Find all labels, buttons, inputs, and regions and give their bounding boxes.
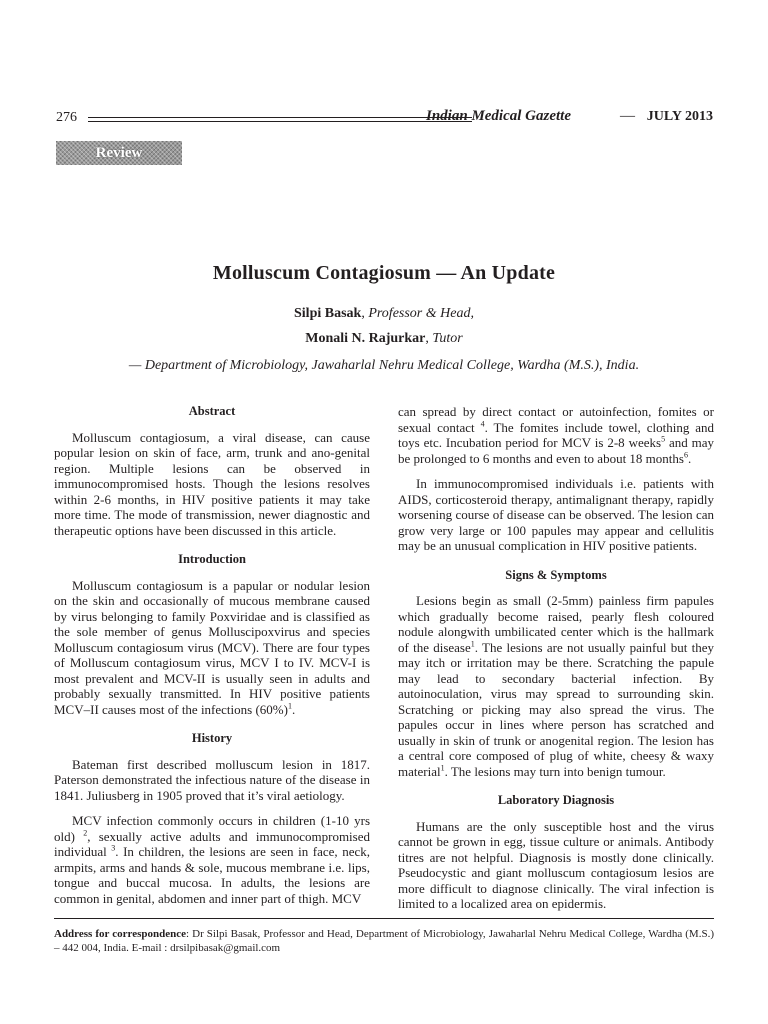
reference-mark: 5 [661, 434, 666, 444]
reference-mark: 6 [683, 450, 688, 460]
intro-body: Molluscum contagiosum is a papular or nodular lesion on the skin and occasionally of mucous membrane caused by virus belonging to family Poxviridae and is classified as the sole member of genus Molluscipoxvirus and species Molluscum contagiosum virus (MCV). There are four types of Molluscum contagiosum virus, MCV I to IV. MCV-I is most prevalent and MCV-II is usually seen in adults and probably sexually transmitted. In HIV positive patients MCV–II causes most of the infections (60%) [54, 577, 370, 717]
author-1: Silpi Basak, Professor & Head, [294, 306, 474, 321]
header-rules [88, 117, 472, 125]
author-2: Monali N. Rajurkar, Tutor [305, 331, 463, 346]
introduction-text [54, 578, 370, 718]
history-text: Bateman first described molluscum lesion in 1817. Paterson demonstrated the infectious nature of the disease in 1841. Juliusberg in 1905 proved that it’s viral aetiology. [54, 756, 370, 803]
signs-part-c: . The lesions may turn into benign tumour. [444, 763, 666, 779]
transmission-text [398, 404, 714, 466]
author-name: Silpi Basak [294, 306, 362, 321]
cont-part-a: can spread by direct contact or autoinfection, fomites or sexual contact [398, 404, 714, 435]
article-title: Molluscum Contagiosum — An Update [212, 262, 556, 284]
abstract-text: Molluscum contagiosum, a viral disease, can cause popular lesion on skin of face, arm, trunk and ano-genital region. Multiple lesions can be observed in immunocompromised hosts. Though the lesions resolves within 2-6 months, in HIV positive patients it may take more time. The mode of transmission, newer diagnostic and therapeutic options have been discussed in this article. [54, 429, 370, 538]
signs-heading: Signs & Symptoms [505, 567, 607, 582]
cont-part-c: and may be prolonged to 6 months and even to about 18 months [398, 435, 715, 466]
signs-part-a: Lesions begin as small (2-5mm) painless firm papules which gradually become raised, pearly flesh coloured nodule alongwith umbilicated center which is the hallmark of the disease [398, 593, 714, 655]
reference-mark: 1 [470, 639, 475, 649]
mcv-part-a: MCV infection commonly occurs in children (1-10 yrs old) [54, 813, 370, 844]
signs-part-b: . The lesions are not usually painful but they may itch or irritation may be there. Scratching the papule may lead to secondary bacterial infection. By autoinoculation, virus may spread to surrounding skin. Scratching or picking may also spread the virus. The papules occur in lines where person has scratched and usually in skin of trunk or anogenital region. The lesion has a central core composed of plug of white, cheesy & waxy material [398, 639, 714, 779]
header-dash: — [620, 108, 635, 124]
mcv-infection-text [54, 813, 370, 906]
mcv-part-c: . In children, the lesions are seen in face, neck, armpits, arms and hands & sole, mucous membrane i.e. lips, tongue and buccal mucosa. In adults, the lesions are common in genital, abdomen and inner part of thigh. MCV [54, 844, 370, 906]
issue-date: JULY 2013 [646, 109, 713, 124]
running-header [56, 108, 716, 130]
mcv-part-b: , sexually active adults and immunocompromised individual [54, 828, 370, 859]
reference-mark: 3 [111, 843, 116, 853]
author-role: Professor & Head, [368, 306, 474, 321]
introduction-heading: Introduction [178, 552, 246, 566]
intro-end: . [291, 701, 296, 717]
abstract-heading: Abstract [188, 404, 236, 418]
left-column [54, 404, 370, 916]
section-badge: Review [56, 141, 182, 165]
reference-mark: 1 [287, 701, 292, 711]
immunocompromised-text: In immunocompromised individuals i.e. patients with AIDS, corticosteroid therapy, antimalignant therapy, rapidly worsening course of disease can be observed. The lesion can grow very large or 100 papules may appear and cellulitis may be an unusual complication in HIV positive patients. [398, 476, 714, 553]
page-number: 276 [56, 110, 77, 125]
reference-mark: 1 [440, 763, 445, 773]
cont-part-d: . [687, 450, 692, 466]
footnote-text: Dr Silpi Basak, Professor and Head, Department of Microbiology, Jawaharlal Nehru Medical College, Wardha (M.S.) – 442 004, India. E-mail : drsilpibasak@gmail.com [54, 928, 714, 954]
signs-text [398, 593, 714, 779]
right-column [398, 404, 714, 922]
correspondence-footnote [54, 927, 714, 955]
author-role: Tutor [432, 331, 463, 346]
author-name: Monali N. Rajurkar [305, 331, 426, 346]
journal-title: Indian Medical Gazette [426, 108, 571, 124]
affiliation: — Department of Microbiology, Jawaharlal Nehru Medical College, Wardha (M.S.), India. [128, 358, 640, 373]
cont-part-b: . The fomites include towel, clothing and toys etc. Incubation period for MCV is 2-8 weeks [398, 419, 714, 450]
lab-diagnosis-text: Humans are the only susceptible host and the virus cannot be grown in egg, tissue culture or animals. Antibody titres are not helpful. Diagnosis is mostly done clinically. Pseudocystic and giant molluscum contagiosum lesios are more difficult to diagnose clinically. The viral infection is limited to a localized area on epidermis. [398, 818, 714, 911]
history-heading: History [191, 731, 233, 745]
footnote-colon: : [186, 928, 190, 940]
footnote-label: Address for correspondence [54, 928, 187, 940]
reference-mark: 2 [83, 828, 88, 838]
footnote-divider [54, 918, 714, 919]
lab-diagnosis-heading: Laboratory Diagnosis [497, 793, 615, 807]
reference-mark: 4 [480, 419, 485, 429]
